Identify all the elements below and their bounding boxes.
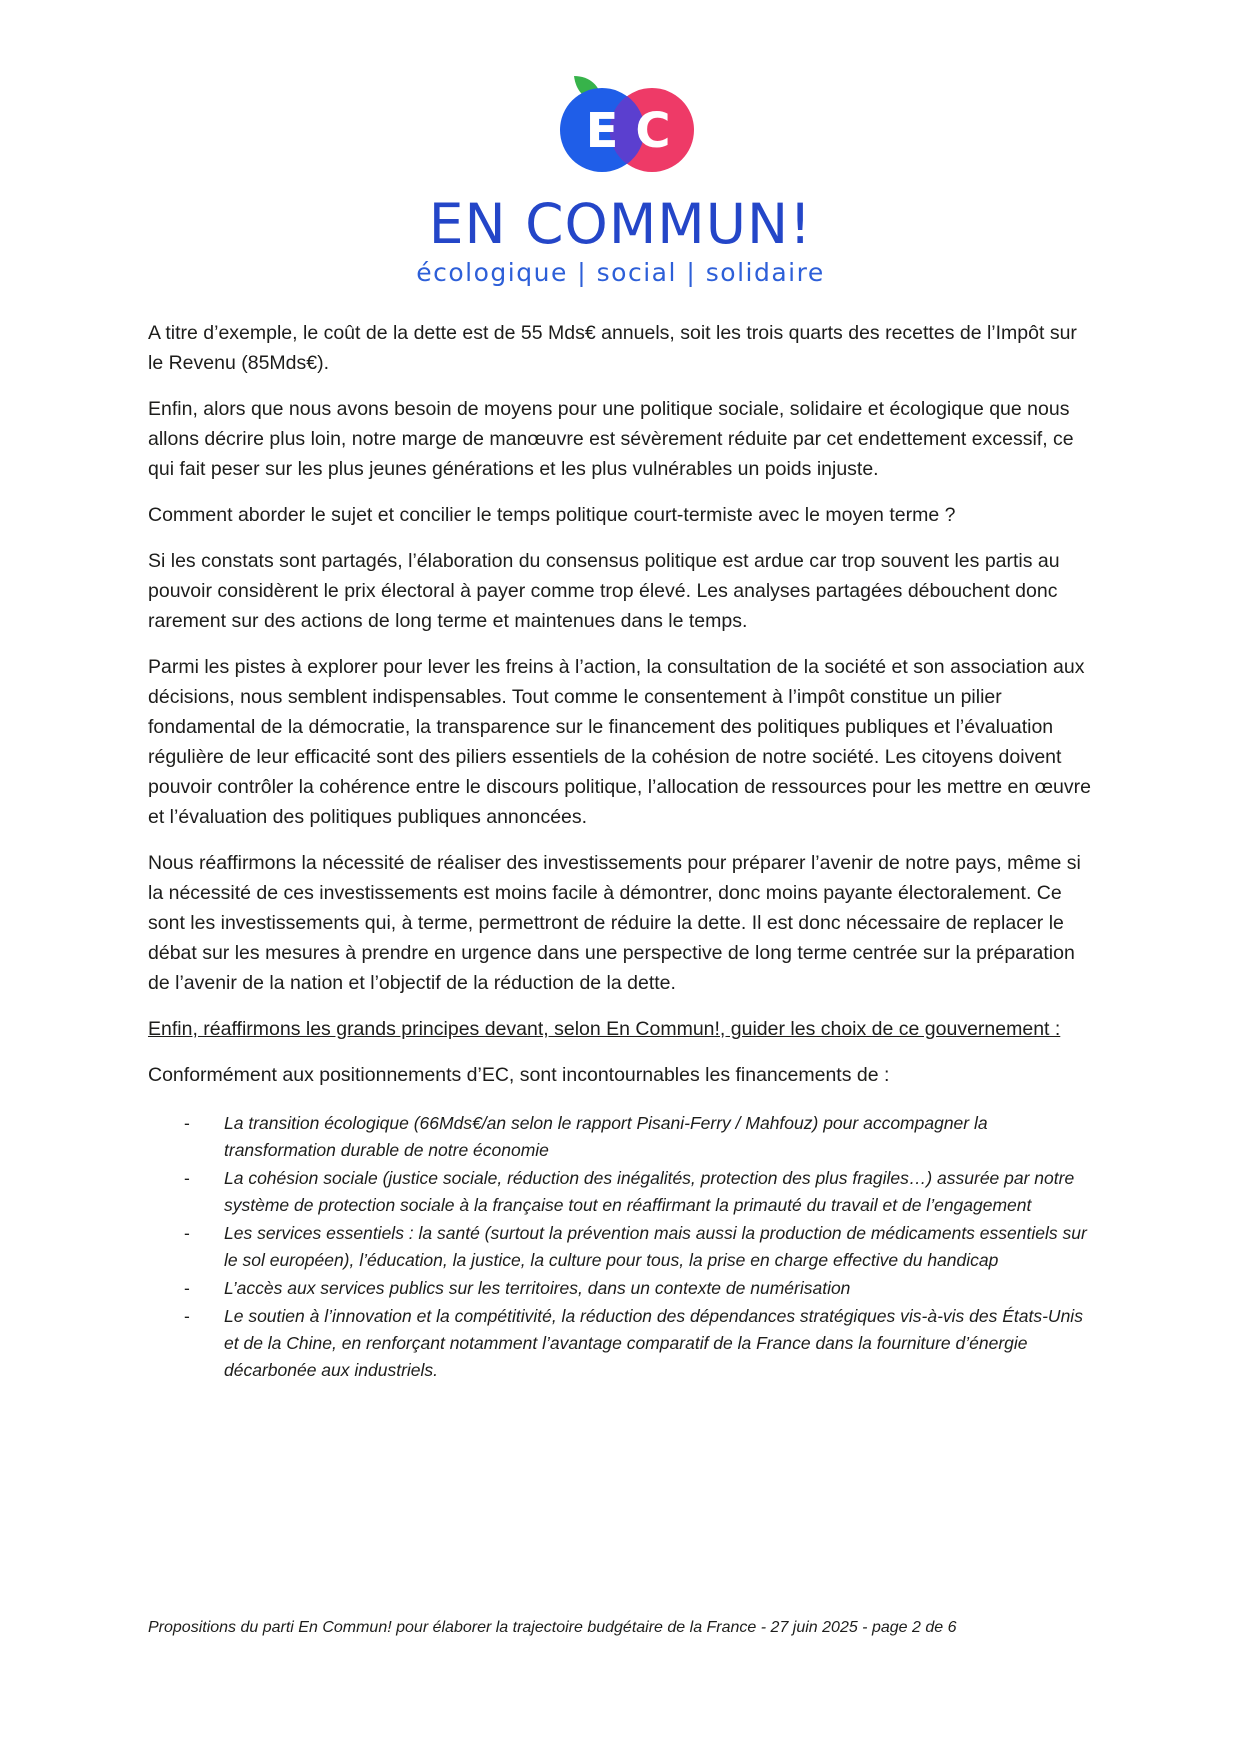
list-item-text: L’accès aux services publics sur les territoires, dans un contexte de numérisation xyxy=(224,1278,851,1298)
document-body xyxy=(148,318,1096,1385)
bullet-dash: - xyxy=(184,1168,190,1188)
list-item xyxy=(148,1275,1096,1302)
svg-text:C: C xyxy=(634,103,671,159)
bullet-dash: - xyxy=(184,1113,190,1133)
list-item xyxy=(148,1220,1096,1274)
paragraph: Si les constats sont partagés, l’élaboration du consensus politique est ardue car trop souvent les partis au pouvoir considèrent le prix électoral à payer comme trop élevé. Les analyses partagées débouchent donc rarement sur des actions de long terme et maintenues dans le temps. xyxy=(148,550,1060,632)
list-item xyxy=(148,1110,1096,1164)
list-item xyxy=(148,1165,1096,1219)
paragraph: Enfin, alors que nous avons besoin de moyens pour une politique sociale, solidaire et écologique que nous allons décrire plus loin, notre marge de manœuvre est sévèrement réduite par cet endettement excessif, ce qui fait peser sur les plus jeunes générations et les plus vulnérables un poids injuste. xyxy=(148,398,1074,480)
page-footer: Propositions du parti En Commun! pour élaborer la trajectoire budgétaire de la France - 27 juin 2025 - page 2 de 6 xyxy=(148,1619,957,1636)
brand-tagline: écologique | social | solidaire xyxy=(416,258,825,287)
list-item-text: Les services essentiels : la santé (surtout la prévention mais aussi la production de médicaments essentiels sur le sol européen), l’éducation, la justice, la culture pour tous, la prise en charge effective du handicap xyxy=(224,1223,1087,1270)
bullet-dash: - xyxy=(184,1223,190,1243)
paragraph: Nous réaffirmons la nécessité de réaliser des investissements pour préparer l’avenir de notre pays, même si la nécessité de ces investissements est moins facile à démontrer, donc moins payante électoralement. Ce sont les investissements qui, à terme, permettront de réduire la dette. Il est donc nécessaire de replacer le débat sur les mesures à prendre en urgence dans une perspective de long terme centrée sur la préparation de l’avenir de la nation et l’objectif de la réduction de la dette. xyxy=(148,852,1081,994)
paragraph: A titre d’exemple, le coût de la dette est de 55 Mds€ annuels, soit les trois quarts des recettes de l’Impôt sur le Revenu (85Mds€). xyxy=(148,322,1077,374)
principles-heading: Enfin, réaffirmons les grands principes devant, selon En Commun!, guider les choix de ce gouvernement : xyxy=(148,1018,1061,1040)
brand-name: EN COMMUN! xyxy=(428,192,813,256)
paragraph: Comment aborder le sujet et concilier le temps politique court-termiste avec le moyen terme ? xyxy=(148,504,956,526)
party-logo xyxy=(0,70,1241,290)
bullet-dash: - xyxy=(184,1278,190,1298)
list-item-text: La transition écologique (66Mds€/an selon le rapport Pisani-Ferry / Mahfouz) pour accompagner la transformation durable de notre économie xyxy=(224,1113,988,1160)
list-item xyxy=(148,1303,1096,1384)
financing-list xyxy=(148,1110,1096,1384)
svg-text:E: E xyxy=(585,103,618,159)
list-item-text: Le soutien à l’innovation et la compétitivité, la réduction des dépendances stratégiques vis-à-vis des États-Unis et de la Chine, en renforçant notamment l’avantage comparatif de la France dans la fourniture d’énergie décarbonée aux industriels. xyxy=(224,1306,1083,1380)
ec-logo-icon xyxy=(536,70,706,180)
bullet-dash: - xyxy=(184,1306,190,1326)
financing-intro: Conformément aux positionnements d’EC, sont incontournables les financements de : xyxy=(148,1064,890,1086)
paragraph: Parmi les pistes à explorer pour lever les freins à l’action, la consultation de la société et son association aux décisions, nous semblent indispensables. Tout comme le consentement à l’impôt constitue un pilier fondamental de la démocratie, la transparence sur le financement des politiques publiques et l’évaluation régulière de leur efficacité sont des piliers essentiels de la cohésion de notre société. Les citoyens doivent pouvoir contrôler la cohérence entre le discours politique, l’allocation de ressources pour les mettre en œuvre et l’évaluation des politiques publiques annoncées. xyxy=(148,656,1091,828)
list-item-text: La cohésion sociale (justice sociale, réduction des inégalités, protection des plus fragiles…) assurée par notre système de protection sociale à la française tout en réaffirmant la primauté du travail et de l’engagement xyxy=(224,1168,1075,1215)
